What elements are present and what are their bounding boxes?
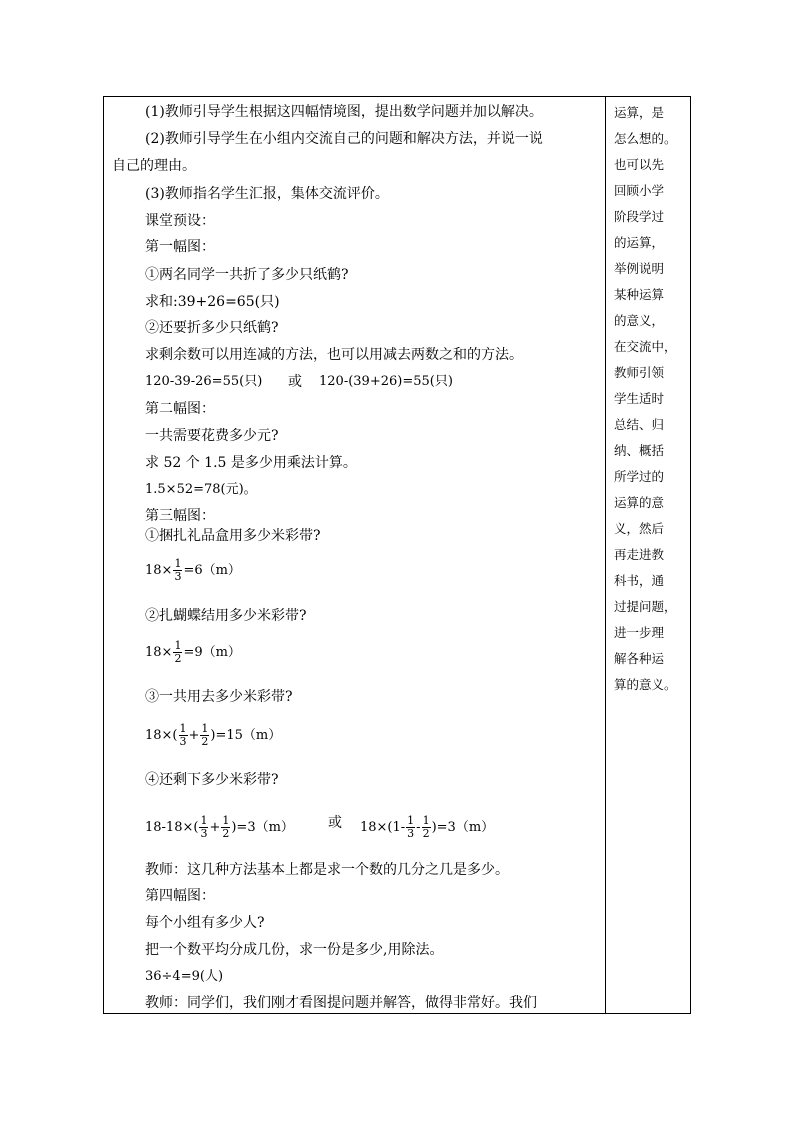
side-note-line: 义，然后 — [614, 521, 665, 536]
fraction — [173, 558, 182, 583]
fraction — [199, 815, 208, 840]
pic3-question-2: ②扎蝴蝶结用多少米彩带? — [145, 608, 307, 624]
side-note-line: 解各种运 — [614, 651, 665, 666]
side-note-line: 阶段学过 — [614, 209, 665, 224]
pic3-question-3: ③一共用去多少米彩带? — [145, 689, 293, 705]
pic3-formula-3 — [145, 723, 281, 748]
pic4-question: 每个小组有多少人? — [145, 915, 265, 931]
numerator: 1 — [174, 639, 182, 652]
pic1-answer-2: 求剩余数可以用连减的方法，也可以用减去两数之和的方法。 — [145, 347, 523, 363]
pic1-question-1: ①两名同学一共折了多少只纸鹤? — [145, 267, 349, 283]
pic3-formula-4b — [360, 815, 494, 840]
denominator: 3 — [174, 570, 182, 583]
side-note-line: 总结、归 — [614, 417, 665, 432]
formula-text: =9（m） — [183, 645, 241, 660]
formula-text: )=3（m） — [231, 820, 294, 835]
formula-text: 18-18×( — [145, 820, 199, 835]
side-note-line: 运算，是 — [614, 105, 665, 120]
pic2-heading: 第二幅图： — [145, 401, 215, 417]
side-note-line: 再走进教 — [614, 547, 665, 562]
denominator: 2 — [422, 827, 430, 840]
side-note-line: 某种运算 — [614, 287, 665, 302]
lesson-table — [103, 96, 691, 1014]
plus-sign: + — [209, 820, 221, 835]
fraction — [200, 723, 209, 748]
minus-sign: - — [416, 820, 421, 835]
pic1-or: 或 — [288, 374, 302, 390]
fraction — [422, 815, 431, 840]
denominator: 2 — [201, 735, 209, 748]
side-note-line: 纳、概括 — [614, 443, 665, 458]
numerator: 1 — [174, 557, 182, 570]
pic3-formula-1 — [145, 558, 241, 583]
main-column — [104, 97, 605, 1013]
side-note-line: 算的意义。 — [614, 677, 677, 692]
pic4-teacher-note: 教师：同学们，我们刚才看图提问题并解答，做得非常好。我们 — [145, 995, 537, 1011]
pic3-formula-4a — [145, 815, 294, 840]
pic3-heading: 第三幅图： — [145, 508, 215, 524]
formula-text: =6（m） — [183, 563, 241, 578]
denominator: 2 — [174, 652, 182, 665]
pic4-answer: 把一个数平均分成几份，求一份是多少,用除法。 — [145, 942, 444, 958]
pic3-question-4: ④还剩下多少米彩带? — [145, 772, 279, 788]
denominator: 3 — [200, 827, 208, 840]
denominator: 3 — [179, 735, 187, 748]
pic1-answer-1: 求和:39+26=65(只) — [145, 294, 280, 310]
fraction — [221, 815, 230, 840]
side-note-line: 举例说明 — [614, 261, 665, 276]
plus-sign: + — [188, 728, 200, 743]
pic3-formula-or: 或 — [328, 815, 342, 831]
side-note-line: 学生适时 — [614, 391, 665, 406]
side-note-line: 运算的意 — [614, 495, 665, 510]
side-note-line: 怎么想的。 — [614, 131, 677, 146]
pic1-formula-2: 120-(39+26)=55(只) — [319, 374, 453, 389]
pic4-heading: 第四幅图： — [145, 888, 215, 904]
pic3-question-1: ①捆扎礼品盒用多少米彩带? — [145, 528, 321, 544]
numerator: 1 — [200, 814, 208, 827]
side-note-line: 的意义， — [614, 313, 665, 328]
step-1: (1)教师引导学生根据这四幅情境图，提出数学问题并加以解决。 — [145, 104, 543, 120]
formula-text: 18×( — [145, 728, 178, 743]
numerator: 1 — [222, 814, 230, 827]
step-2-cont: 自己的理由。 — [112, 158, 196, 174]
side-note-line: 进一步理 — [614, 625, 665, 640]
pic2-question: 一共需要花费多少元? — [145, 428, 279, 444]
preset-heading: 课堂预设： — [145, 213, 215, 229]
denominator: 2 — [222, 827, 230, 840]
pic1-question-2: ②还要折多少只纸鹤? — [145, 320, 279, 336]
formula-text: )=3（m） — [431, 820, 495, 835]
side-note-line: 在交流中， — [614, 339, 677, 354]
side-note-line: 的运算， — [614, 235, 665, 250]
side-note-line: 回顾小学 — [614, 183, 665, 198]
side-notes-column — [606, 97, 691, 1013]
side-note-line: 过提问题， — [614, 599, 677, 614]
formula-text: )=15（m） — [210, 728, 282, 743]
pic3-formula-2 — [145, 640, 241, 665]
pic4-formula: 36÷4=9(人) — [145, 969, 224, 984]
denominator: 3 — [407, 827, 415, 840]
side-note-line: 教师引领 — [614, 365, 665, 380]
pic2-formula: 1.5×52=78(元)。 — [145, 482, 257, 497]
step-3: (3)教师指名学生汇报，集体交流评价。 — [145, 186, 389, 202]
step-2: (2)教师引导学生在小组内交流自己的问题和解决方法，并说一说 — [145, 131, 543, 147]
formula-text: 18× — [145, 563, 173, 578]
fraction — [173, 640, 182, 665]
fraction — [179, 723, 188, 748]
side-note-line: 所学过的 — [614, 469, 665, 484]
numerator: 1 — [201, 722, 209, 735]
pic2-answer: 求 52 个 1.5 是多少用乘法计算。 — [145, 455, 357, 471]
side-note-line: 科书，通 — [614, 573, 665, 588]
side-note-line: 也可以先 — [614, 157, 665, 172]
pic1-heading: 第一幅图： — [145, 239, 215, 255]
formula-text: 18× — [145, 645, 173, 660]
numerator: 1 — [179, 722, 187, 735]
formula-text: 18×(1- — [360, 820, 406, 835]
pic3-teacher-note: 教师：这几种方法基本上都是求一个数的几分之几是多少。 — [145, 862, 509, 878]
pic1-formula-1: 120-39-26=55(只) — [145, 374, 263, 389]
numerator: 1 — [407, 814, 415, 827]
fraction — [406, 815, 415, 840]
numerator: 1 — [422, 814, 430, 827]
